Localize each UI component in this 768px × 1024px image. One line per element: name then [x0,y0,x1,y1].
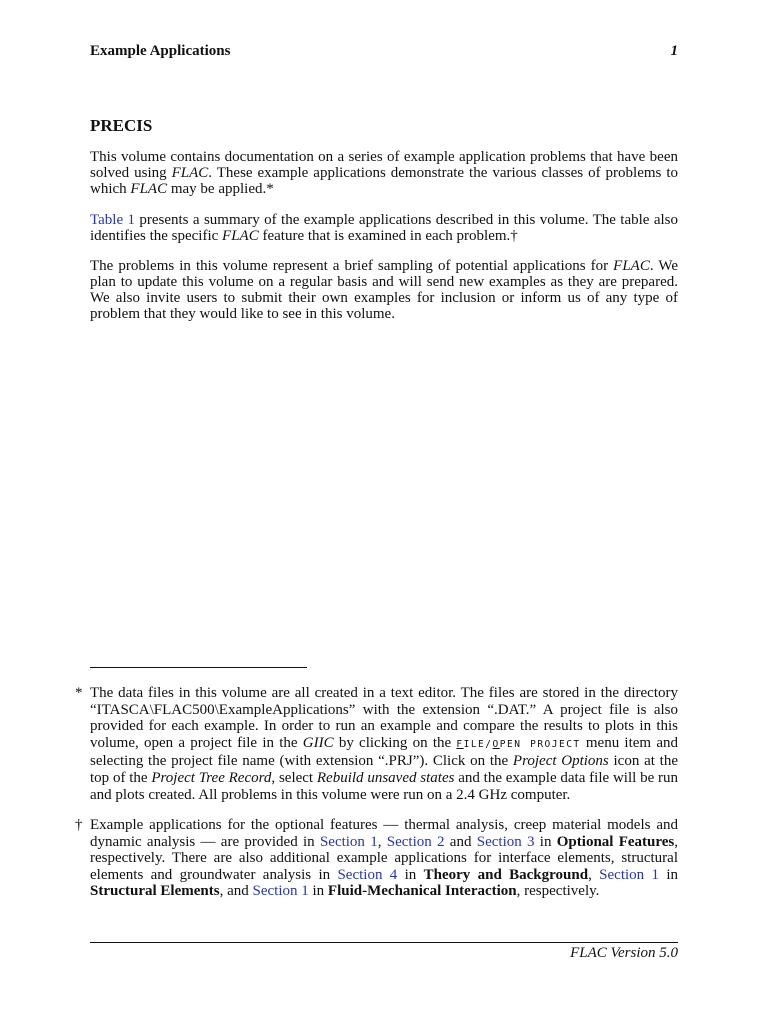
structural-elements-title: Structural Elements [90,883,220,900]
text-run: menu item and selecting the project file name (with extension “.PRJ”). Click on the [90,734,678,770]
fluid-mechanical-title: Fluid-Mechanical Interaction [327,883,517,900]
footnote-divider [90,667,307,668]
menu-accel-o: O [492,738,500,750]
menu-separator: / [485,738,493,750]
optional-features-title: Optional Features [556,833,675,850]
flac-name: FLAC [130,181,168,197]
text-run: in [397,866,424,883]
project-tree-record-ref: Project Tree Record [151,769,272,786]
section-1-link[interactable]: Section 1 [319,833,378,850]
footnote-2 [90,817,678,900]
text-run: in [658,866,678,883]
text-run: This volume contains documentation on a series of example application problems that have been solved using [90,149,678,181]
footnote-1-marker: * [75,685,83,701]
text-run: ILE [463,738,486,750]
text-run: , [588,866,600,883]
text-run: and the example data file will be run and plots created. All problems in this volume were run on a 2.4 GHz computer. [90,769,679,803]
text-run: PROJECT [521,738,581,750]
text-run: , select [271,769,317,786]
project-options-ref: Project Options [512,753,609,770]
text-run: . These example applications demonstrate the various classes of problems to which [90,165,678,197]
section-heading: PRECIS [90,116,153,135]
footer-version: FLAC Version 5.0 [570,945,678,961]
text-run: presents a summary of the example applications described in this volume. The table also identifies the specific [90,212,678,244]
section-1-fluid-link[interactable]: Section 1 [252,883,309,900]
flac-name: FLAC [222,228,259,244]
footnote-1 [90,685,678,803]
menu-accel-f: F [456,738,464,750]
rebuild-unsaved-states-ref: Rebuild unsaved states [316,769,455,786]
section-4-link[interactable]: Section 4 [337,866,398,883]
footnote-2-marker: † [75,817,83,833]
file-open-project-menu-reference [456,739,580,750]
text-run: icon at the top of the [90,753,678,786]
theory-background-title: Theory and Background [423,866,589,883]
flac-name: FLAC [613,258,650,274]
giic-name: GIIC [302,734,334,751]
text-run: The data files in this volume are all created in a text editor. The files are stored in the directory “ITASCA\FLAC500\ExampleApplications” with the extension “.DAT.” A project file is also provided for each example. In order to run an example and compare the results to plots in this volume, open a project file in the [90,685,678,751]
text-run: , [377,833,387,850]
text-run: , respectively. [516,883,600,900]
text-run: by clicking on the [333,734,457,751]
text-run: The problems in this volume represent a brief sampling of potential applications for [90,258,614,274]
text-run: in [534,833,557,850]
page-number: 1 [670,43,678,59]
text-run: and [444,833,477,850]
text-run: , and [219,883,253,900]
text-run: in [308,883,328,900]
paragraph-intro [90,149,678,197]
footer-divider [90,942,678,943]
section-2-link[interactable]: Section 2 [386,833,445,850]
text-run: PEN [499,738,522,750]
paragraph-updates [90,258,678,322]
section-3-link[interactable]: Section 3 [476,833,535,850]
table-1-link[interactable]: Table 1 [90,212,135,228]
text-run: may be applied.* [167,181,274,197]
flac-name: FLAC [171,165,209,181]
section-1-structural-link[interactable]: Section 1 [599,866,659,883]
paragraph-table-summary [90,212,678,244]
text-run: , respectively. There are also additional example applications for interface elements, structural elements and groundwater analysis in [90,833,679,883]
running-header-title: Example Applications [90,43,231,59]
text-run: feature that is examined in each problem.† [258,228,518,244]
text-run: Example applications for the optional features — thermal analysis, creep material models and dynamic analysis — are provided in [90,817,678,850]
text-run: . We plan to update this volume on a regular basis and will send new examples as they are prepared. We also invite users to submit their own examples for inclusion or inform us of any type of problem that they would like to see in this volume. [90,258,678,322]
